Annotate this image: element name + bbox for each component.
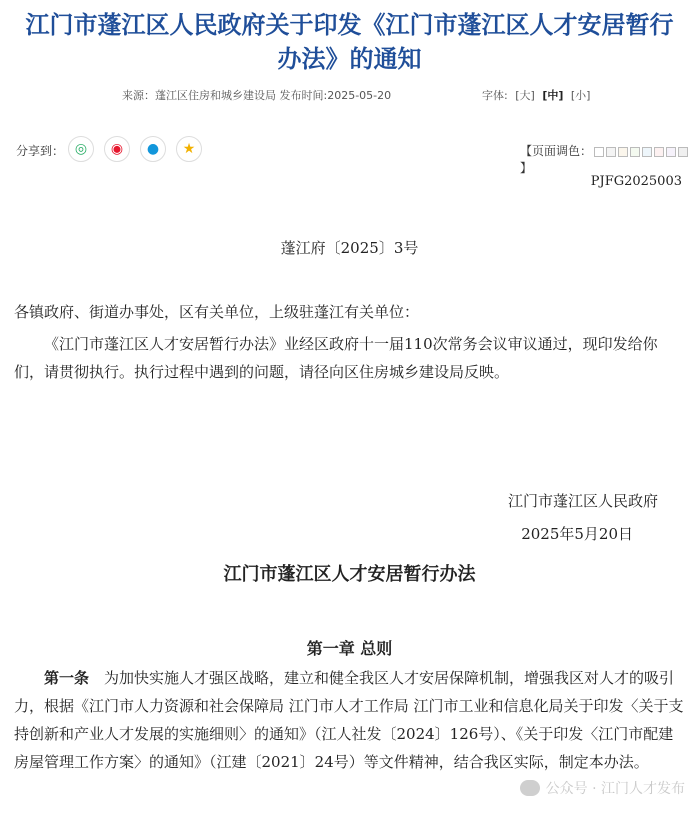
source-info: 来源：蓬江区住房和城乡建设局 发布时间:2025-05-20: [122, 89, 392, 102]
article-title: [0, 8, 699, 76]
watermark: [520, 778, 685, 798]
article-1-text: 为加快实施人才强区战略，建立和健全我区人才安居保障机制，增强我区对人才的吸引力，根据《江门市人力资源和社会保障局 江门市人才工作局 江门市工业和信息化局关于印发〈关于支持创新和产业人才发展的实施细则〉的通知》（江人社发〔2024〕126号）、《关于印发〈江门市配建房屋管理工作方案〉的通知》（江建〔2021〕24号）等文件精神，结合我区实际，制定本办法。: [14, 669, 684, 771]
share-qzone-button[interactable]: [176, 136, 202, 162]
page-color-swatch[interactable]: [642, 147, 652, 157]
addressee: 各镇政府、街道办事处，区有关单位，上级驻蓬江有关单位：: [14, 303, 420, 321]
watermark-text: 公众号 · 江门人才发布: [545, 781, 685, 797]
font-size-label: 字体:: [482, 89, 508, 102]
qzone-icon: ★: [182, 141, 196, 157]
page-color-swatch[interactable]: [618, 147, 628, 157]
measure-title: 江门市蓬江区人才安居暂行办法: [223, 564, 476, 585]
font-small-button[interactable]: [小]: [570, 89, 591, 102]
issuer: 江门市蓬江区人民政府: [507, 492, 658, 510]
font-medium-button[interactable]: [中]: [542, 89, 564, 102]
font-large-button[interactable]: [大]: [515, 89, 535, 102]
title-line-1: 江门市蓬江区人民政府关于印发《江门市蓬江区人才安居暂行: [25, 11, 674, 39]
share-qq-button[interactable]: [140, 136, 166, 162]
wechat-icon: ◎: [74, 141, 88, 157]
font-size-controls: [478, 87, 590, 103]
page-color-swatch[interactable]: [606, 147, 616, 157]
page-color-swatch[interactable]: [630, 147, 640, 157]
title-line-2: 办法》的通知: [277, 45, 422, 73]
page-color-label: 【页面调色：: [520, 144, 593, 158]
page-color-swatch[interactable]: [594, 147, 604, 157]
wechat-official-icon: [520, 780, 540, 796]
page-color-swatch[interactable]: [678, 147, 688, 157]
qq-icon: ●: [146, 141, 160, 157]
chapter-heading: 第一章 总则: [306, 639, 393, 658]
share-wechat-button[interactable]: [68, 136, 94, 162]
weibo-icon: ◉: [110, 141, 124, 157]
article-1: [14, 664, 686, 776]
page-color-end: 】: [520, 161, 533, 175]
document-number: 蓬江府〔2025〕3号: [280, 239, 419, 257]
meta-bar: [0, 87, 699, 103]
issue-date: 2025年5月20日: [521, 525, 633, 543]
document-code: PJFG2025003: [590, 174, 682, 189]
page-color-picker: [520, 142, 699, 176]
page-color-swatches: [592, 144, 688, 158]
notice-body: 《江门市蓬江区人才安居暂行办法》业经区政府十一届110次常务会议审议通过，现印发给你们，请贯彻执行。执行过程中遇到的问题，请径向区住房城乡建设局反映。: [14, 335, 658, 381]
share-weibo-button[interactable]: [104, 136, 130, 162]
page-color-swatch[interactable]: [654, 147, 664, 157]
article-1-label: 第一条: [44, 669, 90, 687]
page-color-swatch[interactable]: [666, 147, 676, 157]
share-label: 分享到：: [16, 144, 65, 158]
